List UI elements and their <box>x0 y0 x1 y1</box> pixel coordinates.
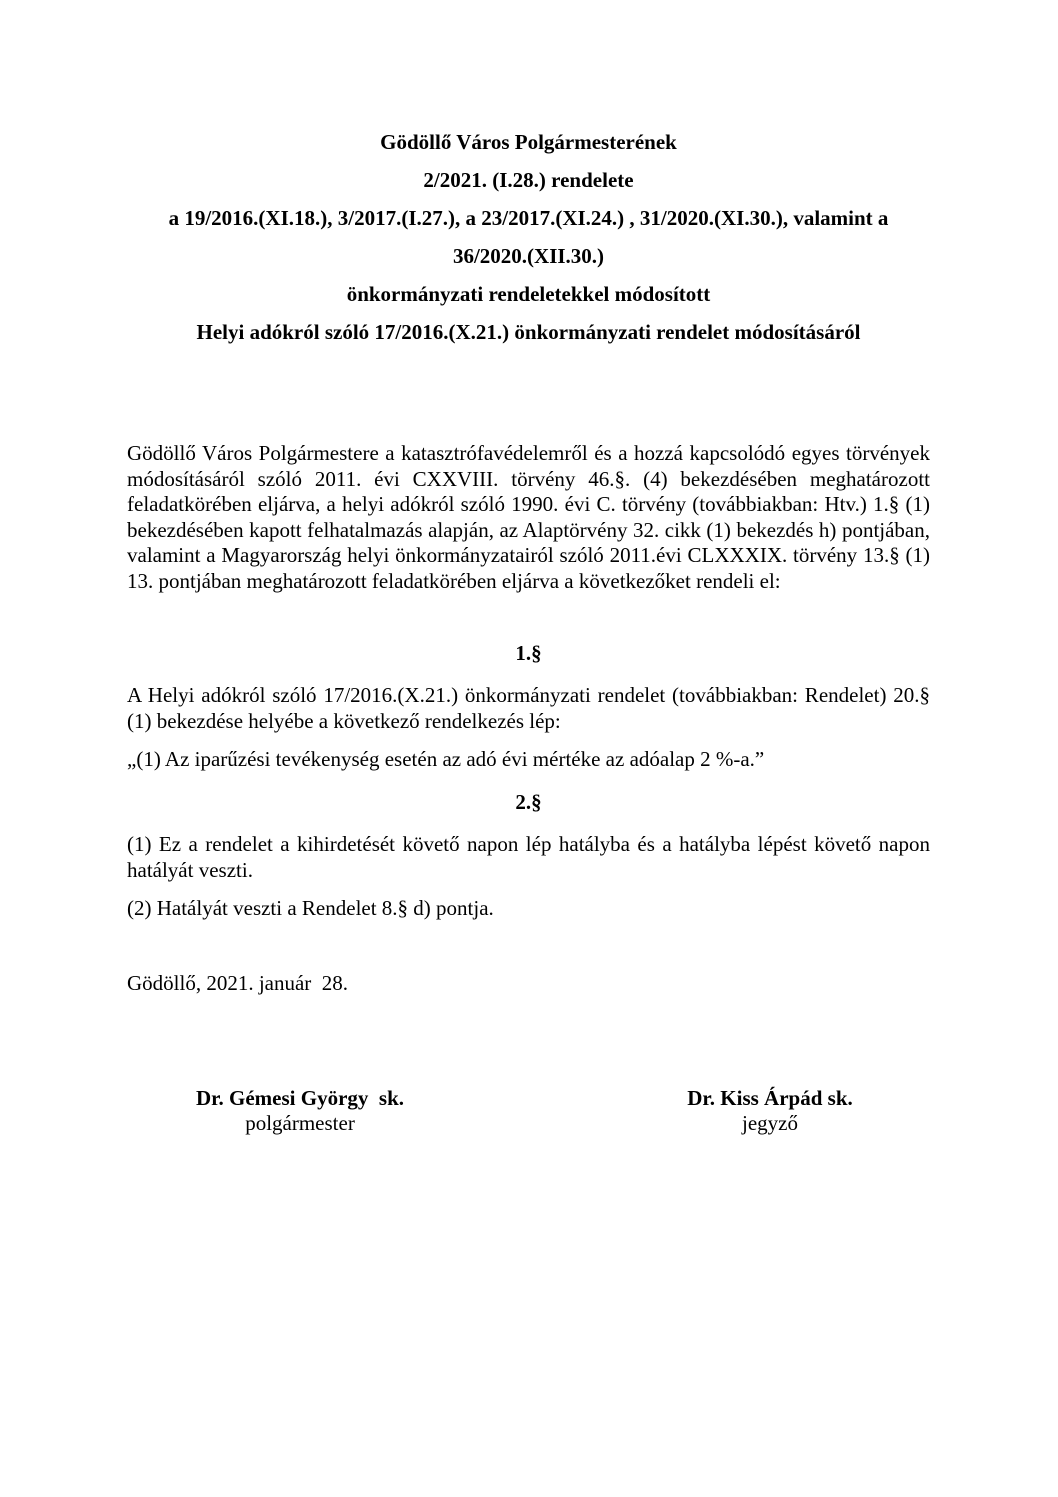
title-line-amending-decrees-1: a 19/2016.(XI.18.), 3/2017.(I.27.), a 23/2017.(XI.24.) , 31/2020.(XI.30.), valamint a <box>168 206 889 230</box>
signature-block <box>127 1086 930 1156</box>
signature-mayor-role: polgármester <box>245 1110 355 1135</box>
section-1-quoted-provision: „(1) Az iparűzési tevékenység esetén az adó évi mértéke az adóalap 2 %-a.” <box>127 747 765 772</box>
signature-clerk <box>630 1086 910 1136</box>
signature-mayor-name: Dr. Gémesi György sk. <box>195 1085 405 1110</box>
section-1-heading: 1.§ <box>515 641 542 665</box>
signature-clerk-role: jegyző <box>742 1110 798 1135</box>
section-1-paragraph: A Helyi adókról szóló 17/2016.(X.21.) önkormányzati rendelet (továbbiakban: Rendelet) 20.§ (1) bekezdése helyébe a következő rendelkezés lép: <box>127 683 930 733</box>
section-2-heading: 2.§ <box>515 789 542 814</box>
title-line-amended-note: önkormányzati rendeletekkel módosított <box>346 282 711 306</box>
section-2-paragraph-1: (1) Ez a rendelet a kihirdetését követő napon lép hatályba és a hatályba lépést követő napon hatályát veszti. <box>127 832 930 882</box>
document-title-block <box>127 123 930 351</box>
title-line-issuer: Gödöllő Város Polgármesterének <box>380 130 677 154</box>
signature-mayor <box>160 1086 440 1136</box>
title-line-subject: Helyi adókról szóló 17/2016.(X.21.) önkormányzati rendelet módosításáról <box>196 320 861 344</box>
section-2-paragraph-2: (2) Hatályát veszti a Rendelet 8.§ d) pontja. <box>127 896 494 921</box>
preamble-paragraph: Gödöllő Város Polgármestere a katasztrófavédelemről és a hozzá kapcsolódó egyes törvények módosításáról szóló 2011. évi CXXVIII. törvény 46.§. (4) bekezdésében meghatározott feladatkörében eljárva, a helyi adókról szóló 1990. évi C. törvény (továbbiakban: Htv.) 1.§ (1) bekezdésében kapott felhatalmazás alapján, az Alaptörvény 32. cikk (1) bekezdés h) pontjában, valamint a Magyarország helyi önkormányzatairól szóló 2011.évi CLXXXIX. törvény 13.§ (1) 13. pontjában meghatározott feladatkörében eljárva a következőket rendeli el: <box>127 441 930 593</box>
date-line: Gödöllő, 2021. január 28. <box>127 970 349 995</box>
title-line-amending-decrees-2: 36/2020.(XII.30.) <box>452 244 605 268</box>
signature-clerk-name: Dr. Kiss Árpád sk. <box>687 1085 853 1110</box>
title-line-decree-number: 2/2021. (I.28.) rendelete <box>423 168 634 192</box>
